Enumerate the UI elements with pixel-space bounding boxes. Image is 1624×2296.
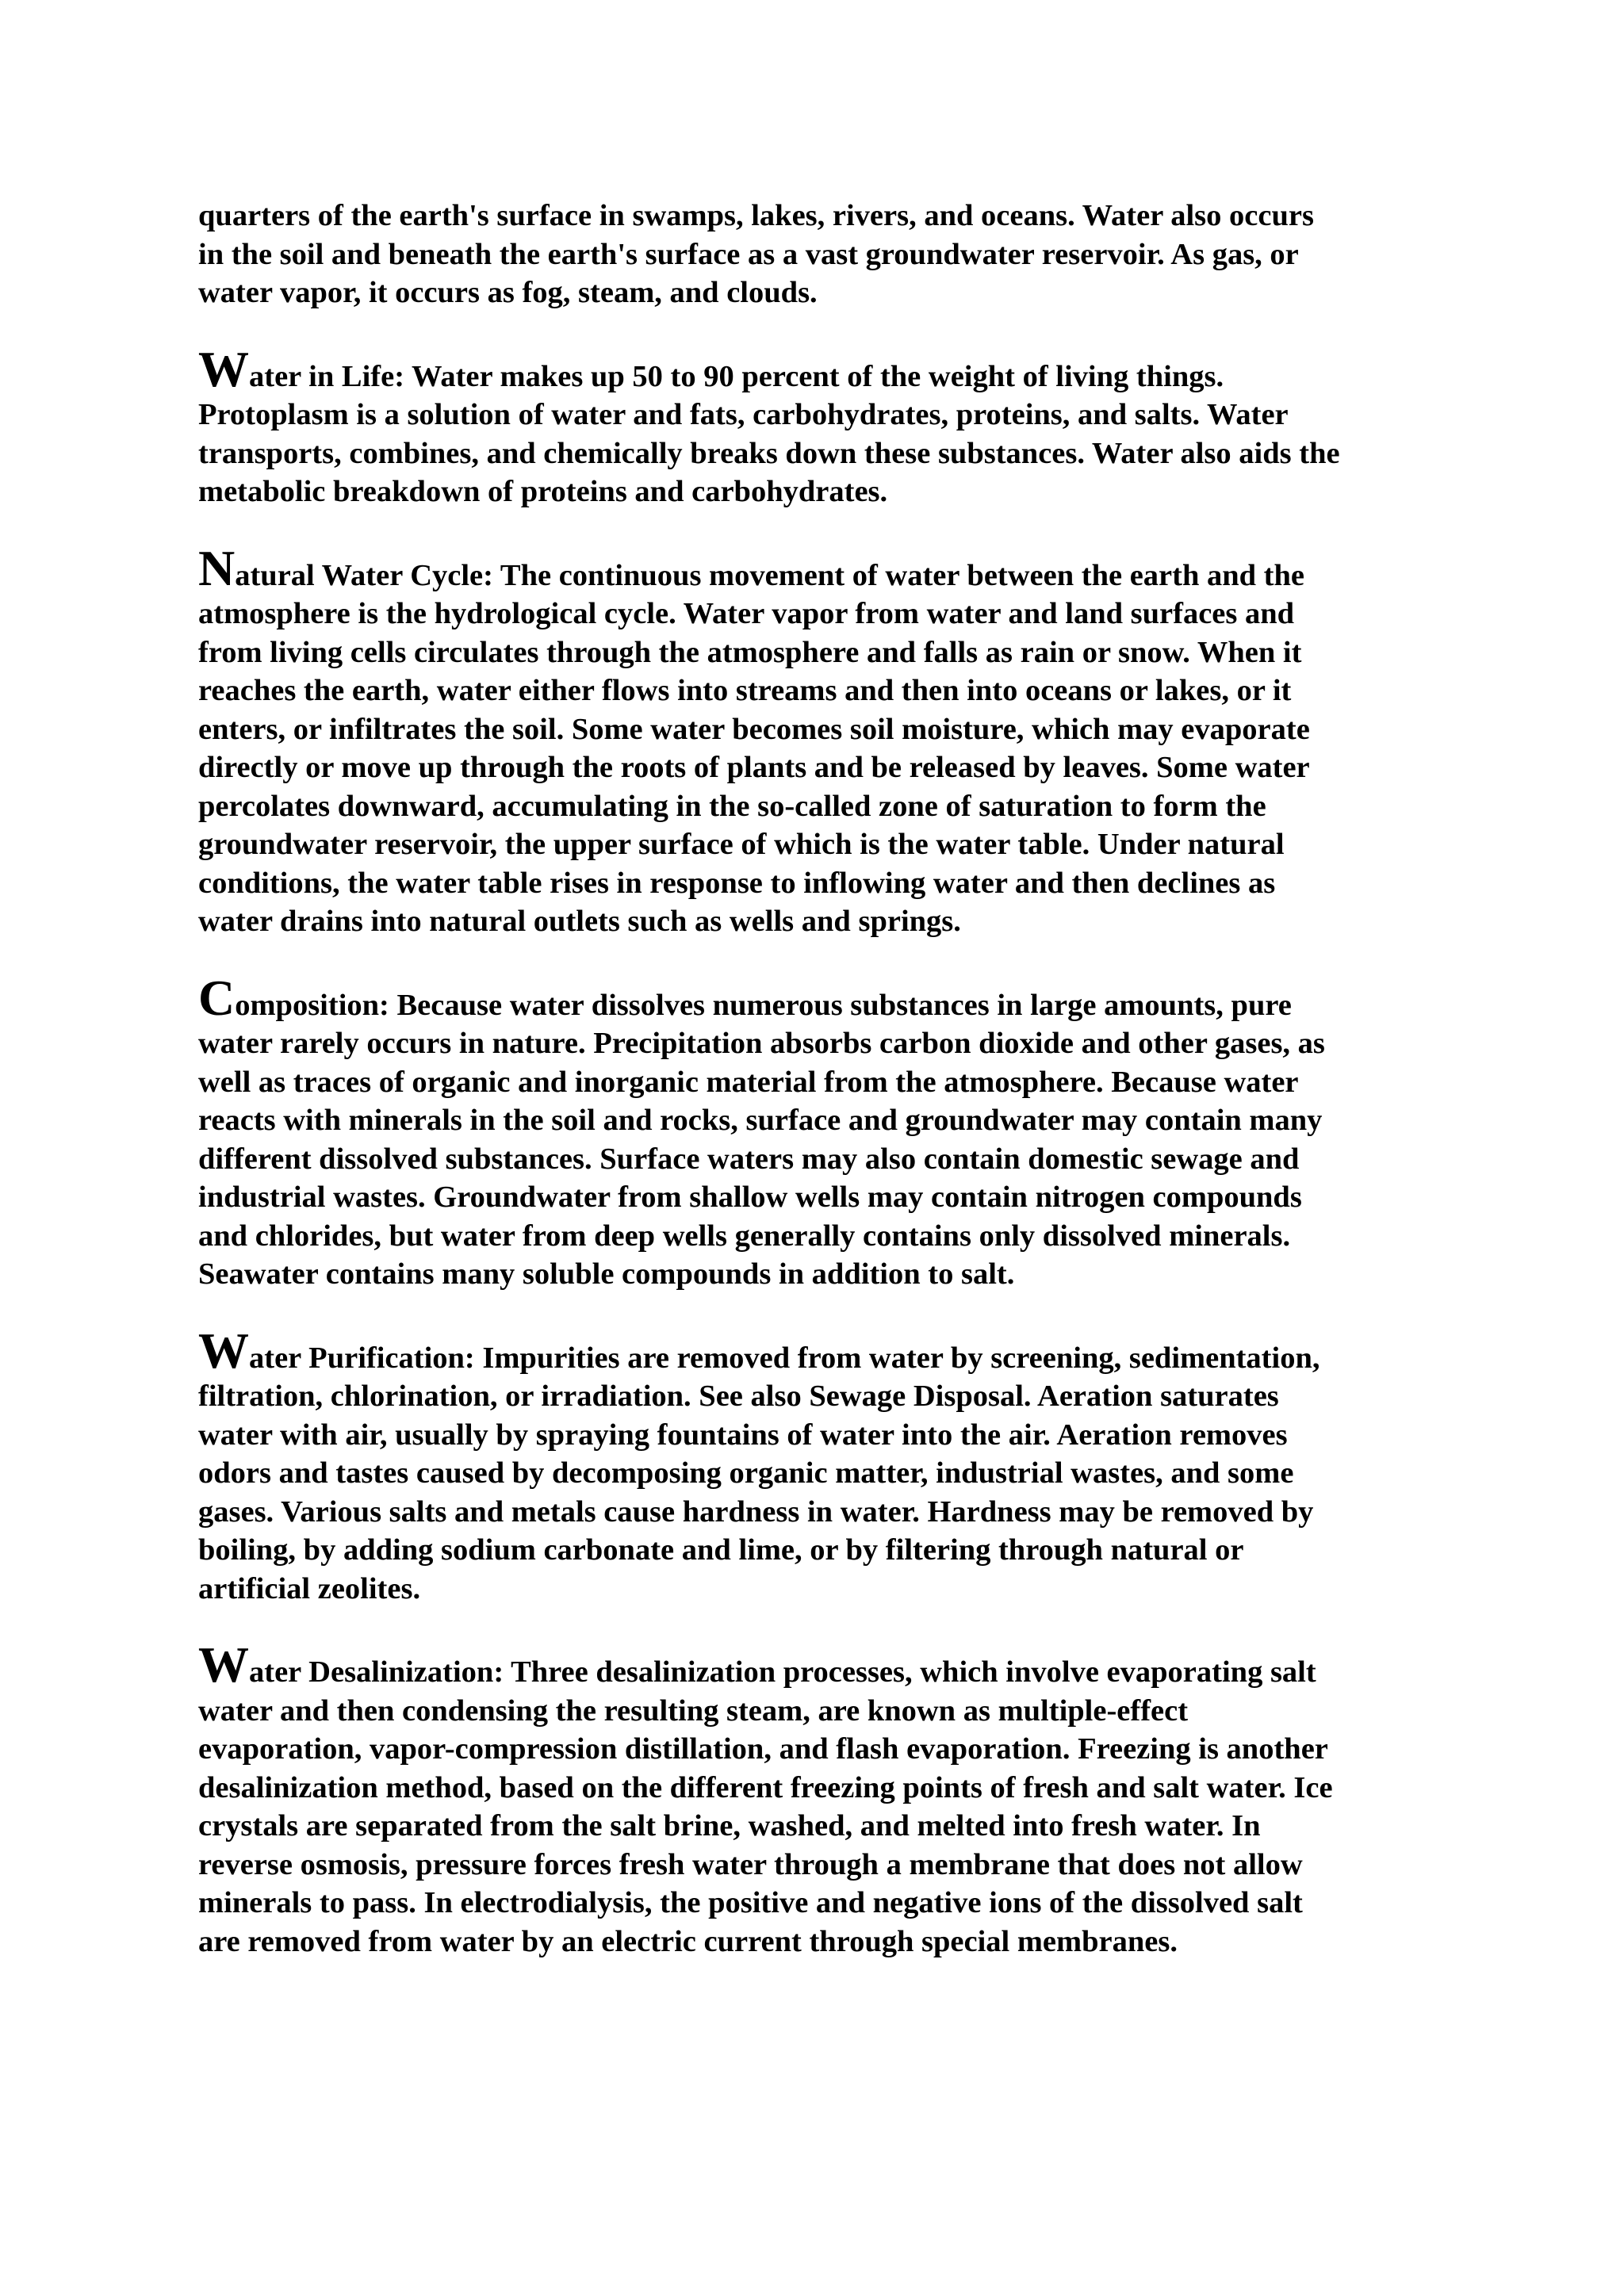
text-line: gases. Various salts and metals cause hardness in water. Hardness may be removed by [198, 1494, 1314, 1529]
text-line [198, 1322, 1467, 1379]
text-line: transports, combines, and chemically breaks down these substances. Water also aids the [198, 436, 1340, 470]
drop-cap: W [198, 1322, 249, 1379]
text-line: different dissolved substances. Surface waters may also contain domestic sewage and [198, 1142, 1300, 1176]
paragraph-natural-water-cycle [198, 539, 1467, 941]
text-line: crystals are separated from the salt brine, washed, and melted into fresh water. In [198, 1809, 1261, 1843]
text-line: reaches the earth, water either flows into streams and then into oceans or lakes, or it [198, 674, 1292, 707]
text-line: reverse osmosis, pressure forces fresh water through a membrane that does not allow [198, 1847, 1303, 1881]
text-line: atmosphere is the hydrological cycle. Water vapor from water and land surfaces and [198, 597, 1295, 630]
paragraph-water-in-life [198, 340, 1467, 511]
text-line: are removed from water by an electric current through special membranes. [198, 1924, 1178, 1958]
text-line: odors and tastes caused by decomposing organic matter, industrial wastes, and some [198, 1456, 1294, 1490]
drop-cap: C [198, 969, 236, 1026]
text-line: metabolic breakdown of proteins and carbohydrates. [198, 475, 888, 508]
drop-cap: N [198, 539, 236, 596]
text-line: water vapor, it occurs as fog, steam, and clouds. [198, 276, 818, 309]
text-line [198, 1636, 1467, 1693]
text-line [198, 539, 1467, 596]
text-line: water and then condensing the resulting steam, are known as multiple-effect [198, 1693, 1189, 1728]
text-line: and chlorides, but water from deep wells generally contains only dissolved minerals. [198, 1219, 1291, 1253]
text-line: quarters of the earth's surface in swamps, lakes, rivers, and oceans. Water also occurs [198, 199, 1314, 232]
paragraph-water-desalinization [198, 1636, 1467, 1961]
text-line: Protoplasm is a solution of water and fats, carbohydrates, proteins, and salts. Water [198, 398, 1289, 431]
line-text: atural Water Cycle: The continuous movement of water between the earth and the [235, 558, 1304, 592]
line-text: ater in Life: Water makes up 50 to 90 percent of the weight of living things. [249, 359, 1224, 393]
text-line: evaporation, vapor-compression distillation, and flash evaporation. Freezing is another [198, 1732, 1328, 1766]
line-text: ater Purification: Impurities are removed from water by screening, sedimentation, [249, 1341, 1320, 1375]
text-line: reacts with minerals in the soil and rocks, surface and groundwater may contain many [198, 1104, 1323, 1137]
text-line: water drains into natural outlets such as wells and springs. [198, 905, 961, 938]
paragraph-composition [198, 969, 1467, 1294]
text-line: conditions, the water table rises in response to inflowing water and then declines as [198, 866, 1276, 900]
text-line [198, 340, 1467, 397]
drop-cap: W [198, 1636, 249, 1693]
text-line [198, 969, 1467, 1026]
text-line: industrial wastes. Groundwater from shallow wells may contain nitrogen compounds [198, 1181, 1302, 1214]
line-text: omposition: Because water dissolves numerous substances in large amounts, pure [235, 988, 1292, 1022]
text-line: well as traces of organic and inorganic material from the atmosphere. Because water [198, 1065, 1299, 1099]
text-line: desalinization method, based on the different freezing points of fresh and salt water. Ice [198, 1770, 1333, 1804]
paragraph-continuation [198, 197, 1467, 312]
text-line: boiling, by adding sodium carbonate and lime, or by filtering through natural or [198, 1533, 1244, 1567]
text-line: from living cells circulates through the atmosphere and falls as rain or snow. When it [198, 635, 1302, 669]
text-line: water with air, usually by spraying fountains of water into the air. Aeration removes [198, 1418, 1288, 1452]
paragraph-water-purification [198, 1322, 1467, 1609]
text-line: filtration, chlorination, or irradiation. See also Sewage Disposal. Aeration saturates [198, 1380, 1279, 1413]
text-line: water rarely occurs in nature. Precipitation absorbs carbon dioxide and other gases, as [198, 1027, 1325, 1060]
text-line: enters, or infiltrates the soil. Some water becomes soil moisture, which may evaporate [198, 712, 1310, 746]
text-line: Seawater contains many soluble compounds in addition to salt. [198, 1257, 1015, 1291]
text-line: directly or move up through the roots of plants and be released by leaves. Some water [198, 751, 1310, 784]
text-line: artificial zeolites. [198, 1571, 421, 1605]
text-line: groundwater reservoir, the upper surface of which is the water table. Under natural [198, 828, 1285, 861]
line-text: ater Desalinization: Three desalinization processes, which involve evaporating salt [249, 1655, 1316, 1689]
text-line: percolates downward, accumulating in the so-called zone of saturation to form the [198, 789, 1266, 823]
text-line: in the soil and beneath the earth's surface as a vast groundwater reservoir. As gas, or [198, 237, 1299, 271]
drop-cap: W [198, 340, 249, 397]
text-line: minerals to pass. In electrodialysis, the positive and negative ions of the dissolved salt [198, 1886, 1303, 1919]
document-body [198, 197, 1467, 1999]
